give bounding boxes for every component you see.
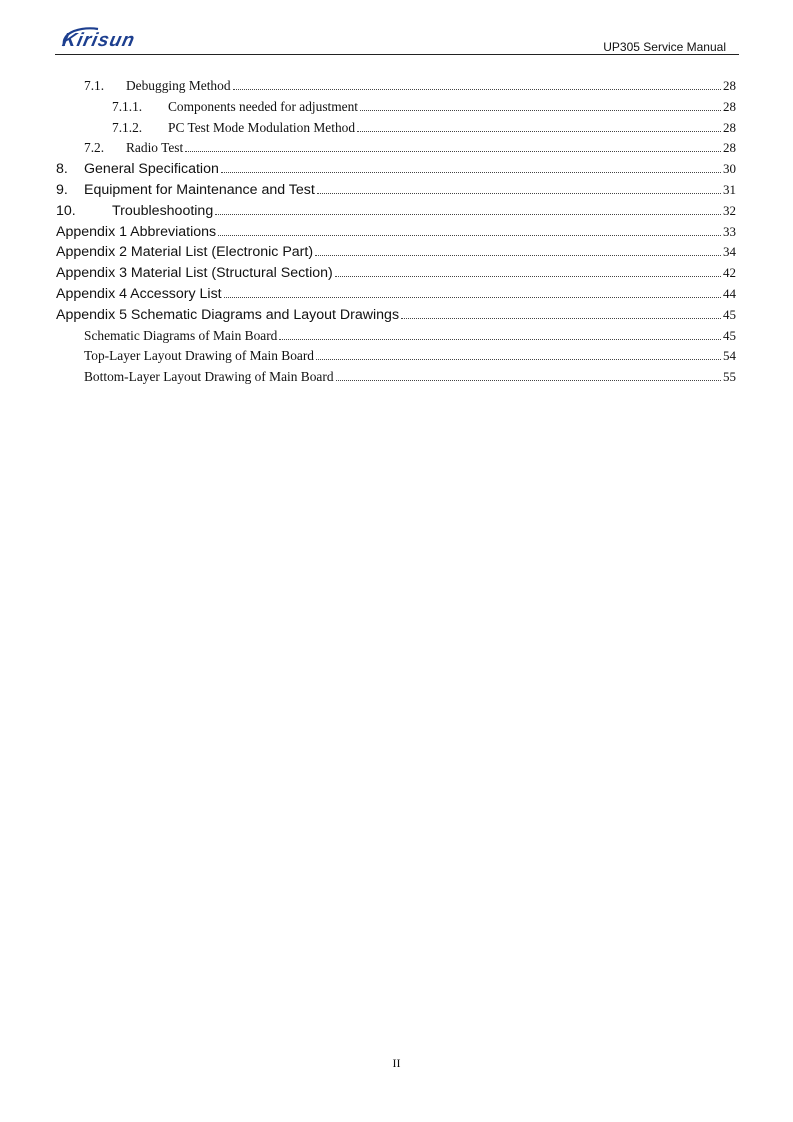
toc-entry-10[interactable] bbox=[56, 203, 736, 224]
toc-label: Appendix 2 Material List (Electronic Part) bbox=[56, 244, 314, 261]
toc-number: 8. bbox=[56, 161, 68, 178]
toc-label: Radio Test bbox=[126, 140, 184, 156]
toc-leader bbox=[279, 339, 721, 340]
toc-label: Components needed for adjustment bbox=[168, 98, 359, 114]
toc-entry-7-1-2[interactable] bbox=[56, 120, 736, 141]
toc-page: 28 bbox=[723, 98, 736, 114]
toc-leader bbox=[315, 255, 721, 256]
toc-label: Appendix 3 Material List (Structural Section) bbox=[56, 265, 333, 282]
toc-page: 30 bbox=[723, 161, 736, 177]
toc-page: 28 bbox=[723, 119, 736, 135]
toc-leader bbox=[335, 276, 721, 277]
toc-entry-7-1[interactable] bbox=[56, 78, 736, 99]
document-title: UP305 Service Manual bbox=[603, 40, 726, 54]
toc-label: Troubleshooting bbox=[112, 202, 214, 219]
toc-label: Appendix 1 Abbreviations bbox=[56, 223, 217, 240]
page-number: II bbox=[392, 1056, 401, 1070]
toc-page: 32 bbox=[723, 202, 736, 218]
toc-leader bbox=[221, 172, 721, 173]
toc-leader bbox=[185, 151, 721, 152]
toc-leader bbox=[218, 235, 721, 236]
toc-label: Debugging Method bbox=[126, 78, 231, 93]
header-rule bbox=[55, 54, 739, 55]
toc-entry-appendix-5[interactable] bbox=[56, 307, 736, 328]
toc-label: General Specification bbox=[84, 161, 219, 178]
toc-page: 34 bbox=[723, 244, 736, 260]
toc-page: 55 bbox=[723, 369, 736, 385]
toc-page: 28 bbox=[723, 140, 736, 156]
toc-page: 42 bbox=[723, 265, 736, 281]
toc-label: Appendix 5 Schematic Diagrams and Layout Drawings bbox=[56, 306, 400, 323]
toc-leader bbox=[215, 214, 721, 215]
toc-page: 44 bbox=[723, 285, 736, 301]
toc-label: PC Test Mode Modulation Method bbox=[168, 119, 356, 135]
toc-entry-appendix-2[interactable] bbox=[56, 244, 736, 265]
toc-page: 45 bbox=[723, 327, 736, 343]
toc-page: 33 bbox=[723, 223, 736, 239]
logo-wordmark: Kirisun bbox=[60, 30, 138, 51]
toc-entry-bottom-layer-layout[interactable] bbox=[56, 369, 736, 390]
toc-leader bbox=[317, 193, 721, 194]
toc-page: 45 bbox=[723, 306, 736, 322]
toc-page: 28 bbox=[723, 78, 736, 93]
toc-number: 7.1.1. bbox=[112, 98, 143, 114]
toc-leader bbox=[336, 380, 721, 381]
toc-label: Top-Layer Layout Drawing of Main Board bbox=[84, 348, 314, 364]
toc-number: 10. bbox=[56, 202, 76, 219]
toc-entry-top-layer-layout[interactable] bbox=[56, 348, 736, 369]
toc-entry-8[interactable] bbox=[56, 161, 736, 182]
toc-number: 7.2. bbox=[84, 140, 105, 156]
toc-number: 7.1. bbox=[84, 78, 105, 93]
toc-page: 31 bbox=[723, 181, 736, 197]
toc-label: Bottom-Layer Layout Drawing of Main Board bbox=[84, 369, 334, 385]
toc-entry-7-2[interactable] bbox=[56, 140, 736, 161]
table-of-contents bbox=[56, 78, 736, 390]
kirisun-logo-graphic bbox=[60, 24, 160, 54]
toc-leader bbox=[316, 359, 721, 360]
toc-entry-9[interactable] bbox=[56, 182, 736, 203]
toc-entry-7-1-1[interactable] bbox=[56, 99, 736, 120]
toc-leader bbox=[224, 297, 721, 298]
toc-entry-appendix-4[interactable] bbox=[56, 286, 736, 307]
toc-entry-appendix-1[interactable] bbox=[56, 224, 736, 245]
toc-label: Appendix 4 Accessory List bbox=[56, 285, 222, 302]
toc-number: 9. bbox=[56, 181, 68, 198]
toc-entry-schematic-main-board[interactable] bbox=[56, 328, 736, 349]
toc-leader bbox=[360, 110, 721, 111]
toc-leader bbox=[401, 318, 721, 319]
toc-label: Equipment for Maintenance and Test bbox=[84, 181, 315, 198]
toc-label: Schematic Diagrams of Main Board bbox=[84, 327, 278, 343]
kirisun-logo bbox=[60, 24, 160, 54]
toc-number: 7.1.2. bbox=[112, 119, 143, 135]
toc-page: 54 bbox=[723, 348, 736, 364]
toc-leader bbox=[233, 89, 721, 90]
toc-leader bbox=[357, 131, 721, 132]
toc-entry-appendix-3[interactable] bbox=[56, 265, 736, 286]
